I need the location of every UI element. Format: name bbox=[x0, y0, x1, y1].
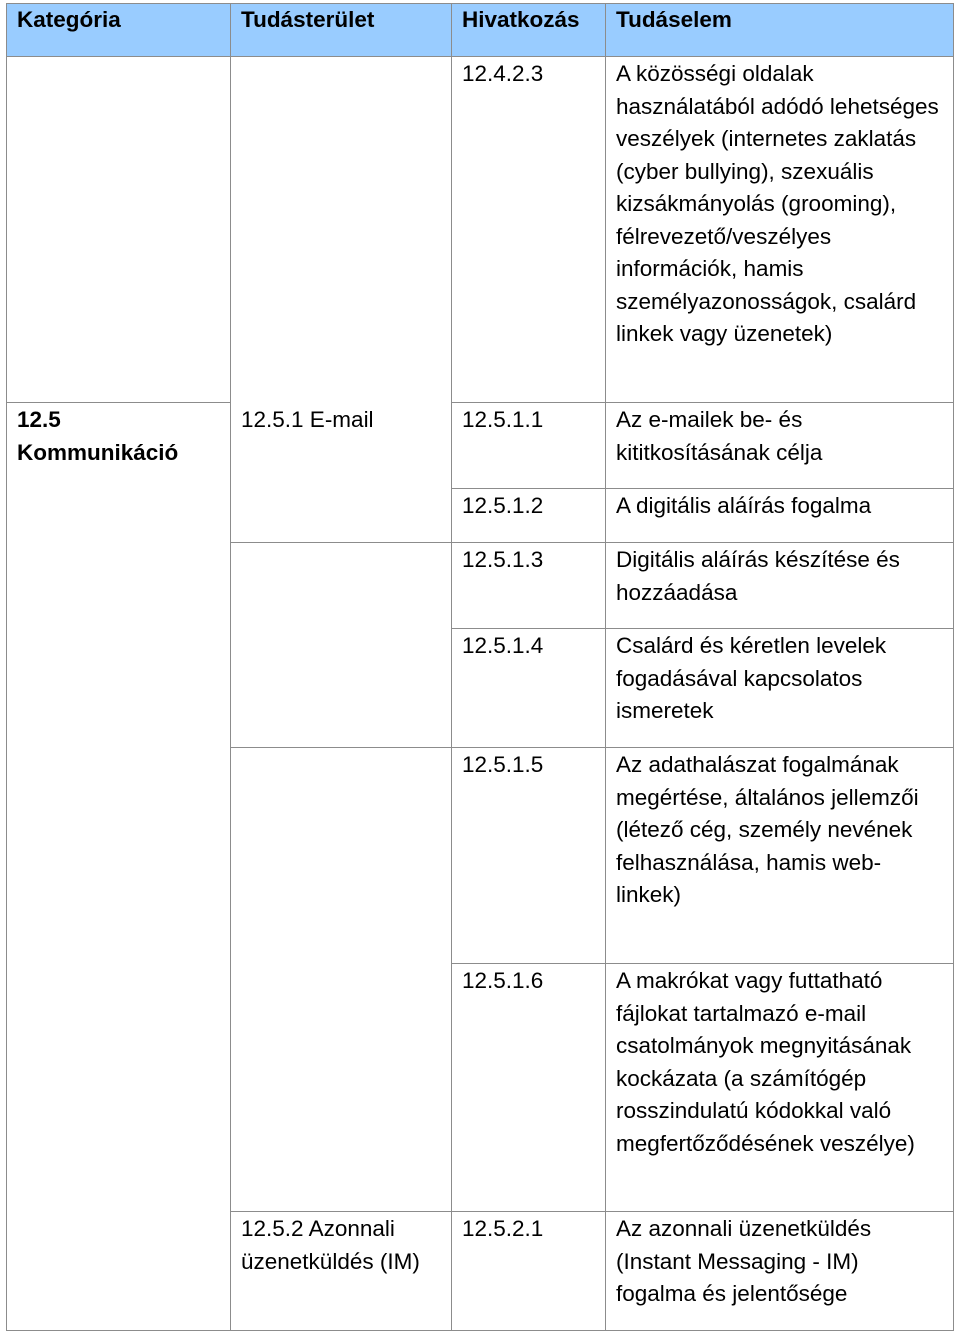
table-row bbox=[7, 57, 954, 403]
cell-tudaselem: Az adathalászat fogalmának megértése, általános jellemzői (létező cég, személy nevének felhasználása, hamis web-linkek) bbox=[606, 748, 954, 964]
header-tudasterulet: Tudásterület bbox=[231, 4, 452, 57]
cell-hivatkozas: 12.5.1.1 bbox=[452, 403, 606, 489]
knowledge-table bbox=[6, 3, 954, 1331]
cell-kategoria bbox=[7, 629, 231, 748]
header-hivatkozas: Hivatkozás bbox=[452, 4, 606, 57]
header-tudaselem: Tudáselem bbox=[606, 4, 954, 57]
cell-kategoria bbox=[7, 964, 231, 1212]
table-row bbox=[7, 1212, 954, 1331]
table-header-row bbox=[7, 4, 954, 57]
cell-tudaselem: A közösségi oldalak használatából adódó lehetséges veszélyek (internetes zaklatás (cyber bullying), szexuális kizsákmányolás (grooming), félrevezető/veszélyes információk, hamis személyazonosságok, csalárd linkek vagy üzenetek) bbox=[606, 57, 954, 403]
cell-hivatkozas: 12.5.1.6 bbox=[452, 964, 606, 1212]
cell-tudaselem: A makrókat vagy futtatható fájlokat tartalmazó e-mail csatolmányok megnyitásának kockázata (a számítógép rosszindulatú kódokkal való megfertőződésének veszélye) bbox=[606, 964, 954, 1212]
cell-kategoria: 12.5 Kommunikáció bbox=[7, 403, 231, 489]
cell-tudasterulet bbox=[231, 489, 452, 543]
table-row bbox=[7, 748, 954, 964]
cell-hivatkozas: 12.4.2.3 bbox=[452, 57, 606, 403]
header-kategoria: Kategória bbox=[7, 4, 231, 57]
cell-tudasterulet bbox=[231, 748, 452, 964]
cell-kategoria bbox=[7, 489, 231, 543]
cell-tudaselem: Az e-mailek be- és kititkosításának célja bbox=[606, 403, 954, 489]
cell-hivatkozas: 12.5.2.1 bbox=[452, 1212, 606, 1331]
cell-kategoria bbox=[7, 543, 231, 629]
cell-tudaselem: Digitális aláírás készítése és hozzáadása bbox=[606, 543, 954, 629]
cell-tudaselem: Az azonnali üzenetküldés (Instant Messaging - IM) fogalma és jelentősége bbox=[606, 1212, 954, 1331]
cell-tudaselem: Csalárd és kéretlen levelek fogadásával kapcsolatos ismeretek bbox=[606, 629, 954, 748]
table-row bbox=[7, 629, 954, 748]
cell-tudasterulet: 12.5.1 E-mail bbox=[231, 403, 452, 489]
table-row bbox=[7, 489, 954, 543]
cell-hivatkozas: 12.5.1.5 bbox=[452, 748, 606, 964]
cell-tudasterulet bbox=[231, 543, 452, 629]
cell-tudaselem: A digitális aláírás fogalma bbox=[606, 489, 954, 543]
cell-tudasterulet bbox=[231, 629, 452, 748]
table-row bbox=[7, 964, 954, 1212]
cell-kategoria bbox=[7, 1212, 231, 1331]
table-row bbox=[7, 543, 954, 629]
table-row bbox=[7, 403, 954, 489]
cell-kategoria bbox=[7, 748, 231, 964]
cell-kategoria bbox=[7, 57, 231, 403]
cell-tudasterulet: 12.5.2 Azonnali üzenetküldés (IM) bbox=[231, 1212, 452, 1331]
cell-tudasterulet bbox=[231, 964, 452, 1212]
cell-tudasterulet bbox=[231, 57, 452, 403]
cell-hivatkozas: 12.5.1.2 bbox=[452, 489, 606, 543]
cell-hivatkozas: 12.5.1.3 bbox=[452, 543, 606, 629]
cell-hivatkozas: 12.5.1.4 bbox=[452, 629, 606, 748]
